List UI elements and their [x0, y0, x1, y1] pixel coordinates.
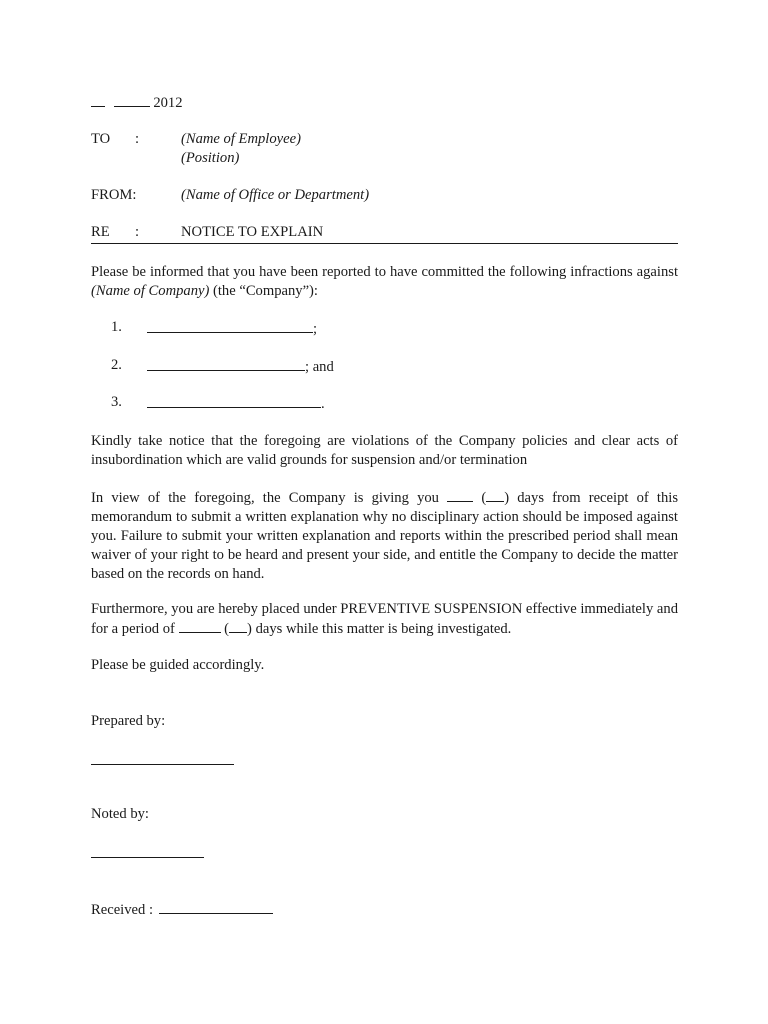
to-employee-name: (Name of Employee): [181, 131, 301, 147]
explanation-text-start: In view of the foregoing, the Company is giving you: [91, 490, 448, 506]
infraction-suffix: ;: [313, 321, 318, 337]
explanation-paragraph: [91, 488, 678, 584]
document-page: [91, 0, 678, 1024]
received-line: [91, 900, 273, 919]
received-label: Received :: [91, 902, 153, 918]
date-year: 2012: [153, 95, 183, 111]
noted-by-signature-line: [91, 857, 204, 858]
paren-close: ): [247, 621, 256, 637]
day-blank: [91, 93, 105, 107]
received-signature-line: [159, 900, 273, 914]
days-words-blank: [447, 488, 473, 502]
company-name-placeholder: (Name of Company): [91, 283, 210, 299]
prepared-by-label: Prepared by:: [91, 713, 166, 729]
re-label: RE: [91, 224, 110, 240]
re-colon: :: [135, 224, 140, 240]
to-label: TO: [91, 131, 111, 147]
paren-open: (: [473, 490, 487, 506]
suspension-text-start: Furthermore, you are hereby placed under PREVENTIVE SUSPENSION effective immediately and for a period of: [91, 601, 678, 637]
suspension-text-end: days while this matter is being investigated.: [255, 621, 512, 637]
infraction-blank: [147, 357, 305, 371]
infraction-number: 2.: [111, 357, 122, 373]
violations-paragraph: Kindly take notice that the foregoing are violations of the Company policies and clear acts of insubordination which are valid grounds for suspension and/or termination: [91, 433, 678, 468]
infraction-suffix: .: [321, 396, 325, 412]
infraction-blank: [147, 319, 313, 333]
paren-close: ): [504, 490, 518, 506]
noted-by-label: Noted by:: [91, 806, 149, 822]
days-number-blank: [486, 488, 504, 502]
intro-text-end: (the “Company”):: [209, 283, 318, 299]
suspension-days-words-blank: [179, 619, 221, 633]
suspension-days-number-blank: [229, 619, 247, 633]
paren-open: (: [220, 621, 230, 637]
intro-paragraph: [91, 263, 678, 301]
infraction-number: 3.: [111, 394, 122, 410]
prepared-by-signature-line: [91, 764, 234, 765]
to-employee-position: (Position): [181, 150, 240, 166]
infraction-blank: [147, 394, 321, 408]
explanation-text-end: days from receipt of this memorandum to submit a written explanation why no disciplinary action should be imposed against you. Failure to submit your written explanation and reports within the prescribed period shall mean waiver of your right to be heard and present your side, and entitle the Company to decide the matter based on the records on hand.: [91, 490, 679, 582]
suspension-paragraph: [91, 600, 678, 639]
month-blank: [114, 93, 150, 107]
date-line: [91, 93, 183, 112]
infraction-number: 1.: [111, 319, 122, 335]
closing-line: Please be guided accordingly.: [91, 657, 265, 673]
to-colon: :: [135, 131, 140, 147]
intro-text-start: Please be informed that you have been reported to have committed the following infractions against: [91, 264, 678, 280]
header-divider: [91, 243, 678, 244]
infraction-suffix: ; and: [305, 359, 334, 375]
from-label: FROM:: [91, 187, 137, 203]
re-subject: NOTICE TO EXPLAIN: [181, 224, 324, 240]
from-office: (Name of Office or Department): [181, 187, 370, 203]
